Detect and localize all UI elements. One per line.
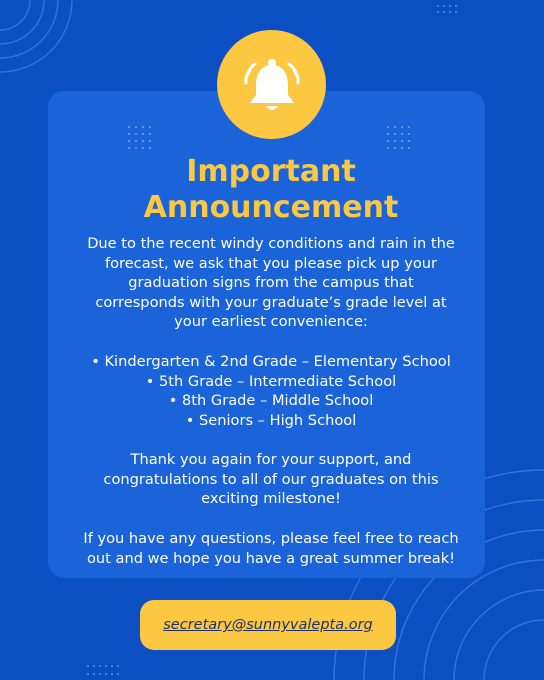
dot-grid-right — [385, 124, 413, 152]
bell-badge — [217, 30, 326, 139]
page-title — [48, 154, 494, 226]
list-item: • 8th Grade – Middle School — [48, 391, 494, 411]
text-line: congratulations to all of our graduates on this — [103, 470, 439, 488]
text-line: forecast, we ask that you please pick up your — [104, 254, 438, 272]
thanks-paragraph — [48, 450, 494, 509]
pickup-list — [48, 352, 494, 430]
bell-ringing-icon — [237, 50, 307, 120]
text-line: out and we hope you have a great summer break! — [86, 549, 456, 567]
text-line: Due to the recent windy conditions and rain in the — [87, 235, 455, 252]
text-line: your earliest convenience: — [174, 313, 368, 330]
text-line: corresponds with your graduate’s grade level at — [95, 293, 447, 311]
list-item: • Seniors – High School — [48, 411, 494, 431]
list-item: • Kindergarten & 2nd Grade – Elementary School — [48, 352, 494, 372]
list-item: • 5th Grade – Intermediate School — [48, 372, 494, 392]
text-line: Thank you again for your support, and — [130, 451, 412, 468]
email-link[interactable]: secretary@sunnyvalepta.org — [163, 617, 373, 633]
intro-paragraph — [48, 234, 494, 332]
text-line: If you have any questions, please feel free to reach — [83, 530, 459, 547]
text-line: graduation signs from the campus that — [128, 274, 414, 291]
title-line: Important — [186, 154, 356, 189]
questions-paragraph — [48, 529, 494, 568]
title-line: Announcement — [143, 190, 399, 225]
text-line: exciting milestone! — [201, 490, 341, 507]
dot-grid-left — [126, 124, 154, 152]
email-pill — [140, 600, 396, 650]
